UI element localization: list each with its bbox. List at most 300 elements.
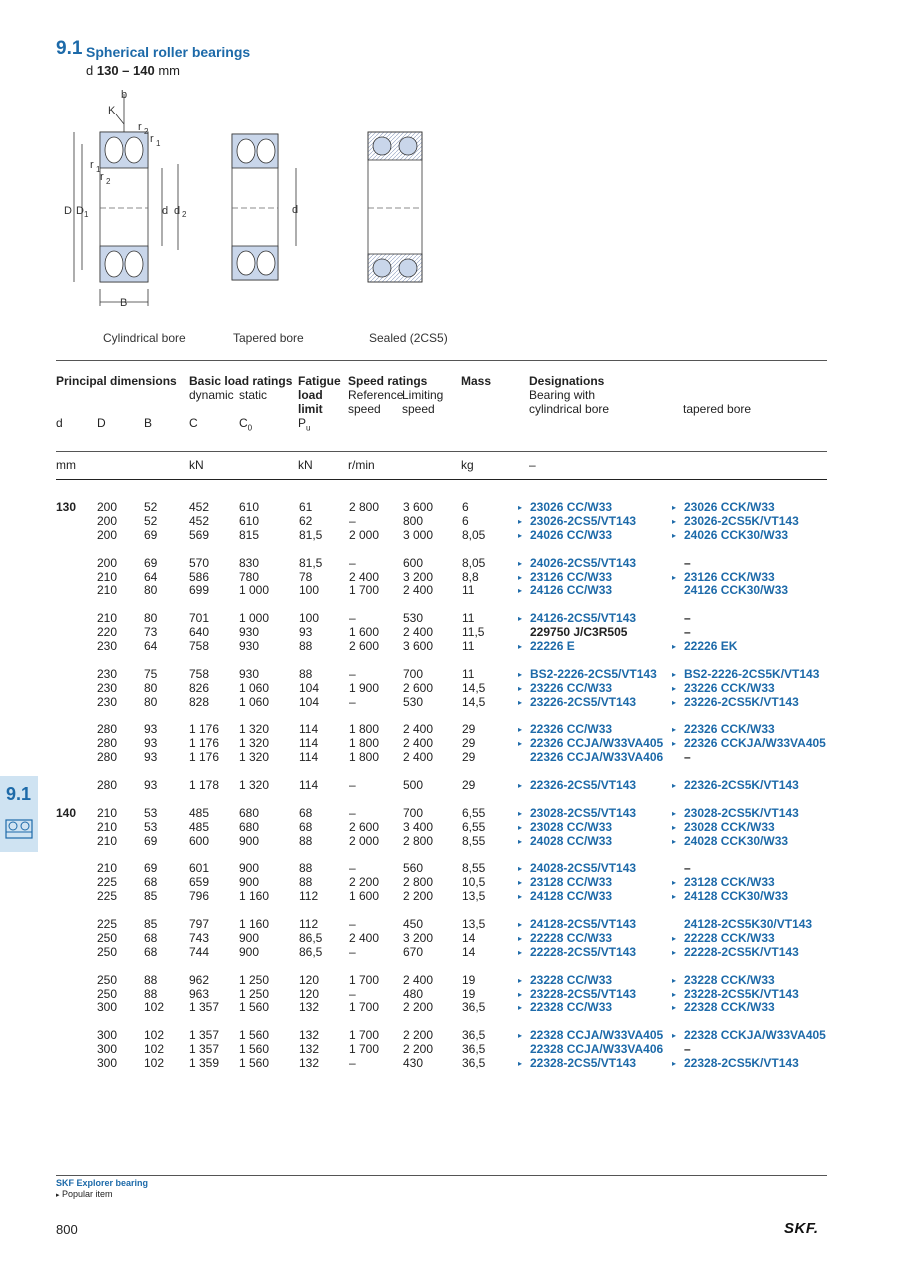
designation-cyl[interactable]: BS2-2226-2CS5/VT143 — [530, 666, 657, 681]
hdr-mass: Mass — [461, 374, 492, 388]
cell-d — [56, 918, 97, 932]
cell-mass: 36,5 — [462, 1028, 486, 1043]
cell-mass: 13,5 — [462, 889, 486, 904]
cell-D: 230 — [97, 666, 118, 681]
cell-designation-cyl — [518, 1043, 672, 1057]
designation-cyl[interactable]: 22326 CCJA/W33VA405 — [530, 736, 664, 751]
table-row — [56, 918, 832, 932]
table-row — [56, 668, 832, 682]
bearing-icon — [5, 818, 33, 840]
unit-mm: mm — [56, 458, 76, 472]
cell-ref: 2 400 — [349, 569, 380, 584]
row-gap — [56, 710, 832, 724]
hdr-principal: Principal dimensions — [56, 374, 177, 388]
designation-cyl[interactable]: 24028-2CS5/VT143 — [530, 861, 637, 876]
designation-tap[interactable]: 23128 CCK/W33 — [684, 875, 775, 890]
cell-Pu: 100 — [299, 583, 320, 598]
designation-tap[interactable]: 22226 EK — [684, 639, 738, 654]
cell-B: 52 — [144, 513, 158, 528]
cell-B: 93 — [144, 778, 158, 793]
table-row — [56, 751, 832, 765]
cell-mass: 8,55 — [462, 833, 486, 848]
cell-Pu: 112 — [299, 889, 319, 904]
cell-D: 210 — [97, 833, 118, 848]
designation-tap[interactable]: 24128 CCK30/W33 — [684, 889, 789, 904]
cell-B: 69 — [144, 833, 158, 848]
designation-tap[interactable]: 22326 CCKJA/W33VA405 — [684, 736, 826, 751]
cell-designation-tap — [672, 723, 832, 737]
unit-kN-pu: kN — [298, 458, 313, 472]
designation-tap: – — [684, 1042, 691, 1057]
designation-tap[interactable]: 24026 CCK30/W33 — [684, 527, 789, 542]
designation-cyl[interactable]: 23026 CC/W33 — [530, 500, 613, 514]
cell-lim: 2 800 — [403, 875, 434, 890]
cell-B: 80 — [144, 611, 158, 626]
cylindrical-bore-drawing — [74, 94, 181, 306]
cell-ref: 1 800 — [349, 750, 380, 765]
cell-designation-tap — [672, 696, 832, 710]
cell-designation-cyl — [518, 515, 672, 529]
designation-cyl[interactable]: 22326 CC/W33 — [530, 722, 613, 737]
cell-B: 64 — [144, 569, 158, 584]
cell-B: 75 — [144, 666, 158, 681]
cell-Pu: 100 — [299, 611, 320, 626]
cell-lim: 2 600 — [403, 680, 434, 695]
cell-Pu: 86,5 — [299, 944, 323, 959]
designation-tap[interactable]: 22326-2CS5K/VT143 — [684, 778, 799, 793]
divider-mid — [56, 451, 827, 452]
cell-designation-tap — [672, 584, 832, 598]
cell-mass: 11,5 — [462, 625, 485, 640]
designation-tap[interactable]: 23226-2CS5K/VT143 — [684, 694, 799, 709]
designation-cyl[interactable]: 24026-2CS5/VT143 — [530, 555, 637, 570]
cell-designation-cyl — [518, 571, 672, 585]
cell-d — [56, 835, 97, 849]
cell-designation-tap — [672, 988, 832, 1002]
popular-item-icon: ▸ — [518, 808, 523, 818]
designation-tap[interactable]: 22328 CCK/W33 — [684, 1000, 775, 1015]
sym-C: C — [189, 416, 198, 430]
table-row — [56, 737, 832, 751]
cell-lim: 2 400 — [403, 750, 434, 765]
designation-tap[interactable]: 23028-2CS5K/VT143 — [684, 805, 799, 820]
callout-D1-sub: 1 — [84, 210, 89, 219]
designation-cyl[interactable]: 22326 CCJA/W33VA406 — [530, 750, 664, 765]
popular-item-icon: ▸ — [518, 586, 523, 596]
cell-designation-tap — [672, 821, 832, 835]
cell-lim: 3 600 — [403, 639, 434, 654]
table-row — [56, 1001, 832, 1015]
popular-item-icon: ▸ — [518, 989, 523, 999]
table-row — [56, 696, 832, 710]
cell-D: 210 — [97, 805, 118, 820]
callout-r1: r — [150, 133, 154, 145]
cell-ref: 2 000 — [349, 527, 380, 542]
row-gap — [56, 793, 832, 807]
designation-tap[interactable]: BS2-2226-2CS5K/VT143 — [684, 666, 820, 681]
designation-cyl[interactable]: 23028-2CS5/VT143 — [530, 805, 637, 820]
cell-designation-tap — [672, 862, 832, 876]
cell-designation-tap — [672, 932, 832, 946]
cell-d — [56, 974, 97, 988]
table-row — [56, 501, 832, 515]
cell-C0: 1 560 — [239, 1056, 270, 1071]
popular-item-icon: ▸ — [672, 878, 677, 888]
table-row — [56, 723, 832, 737]
cell-C: 743 — [189, 930, 210, 945]
cell-d — [56, 515, 97, 529]
designation-cyl[interactable]: 22328-2CS5/VT143 — [530, 1056, 637, 1071]
popular-item-icon: ▸ — [518, 669, 523, 679]
popular-item-icon: ▸ — [518, 822, 523, 832]
popular-item-icon: ▸ — [672, 503, 677, 512]
cell-C0: 1 320 — [239, 736, 270, 751]
cell-Pu: 120 — [299, 986, 320, 1001]
cell-mass: 11 — [462, 611, 475, 626]
popular-item-icon: ▸ — [518, 781, 523, 791]
cell-ref: – — [349, 917, 356, 932]
designation-cyl[interactable]: 24126-2CS5/VT143 — [530, 611, 637, 626]
designation-tap[interactable]: 24126 CCK30/W33 — [684, 583, 789, 598]
cell-designation-cyl — [518, 974, 672, 988]
designation-cyl[interactable]: 23126 CC/W33 — [530, 569, 613, 584]
cell-D: 210 — [97, 819, 118, 834]
hdr-static: static — [239, 388, 268, 402]
bearing-table-body — [56, 501, 832, 1071]
table-row — [56, 946, 832, 960]
designation-cyl[interactable]: 22328 CCJA/W33VA405 — [530, 1028, 664, 1043]
cell-lim: 800 — [403, 513, 424, 528]
cell-Pu: 78 — [299, 569, 313, 584]
cell-C0: 900 — [239, 861, 260, 876]
cell-mass: 14 — [462, 944, 476, 959]
cell-B: 88 — [144, 986, 158, 1001]
designation-tap[interactable]: 22328 CCKJA/W33VA405 — [684, 1028, 826, 1043]
cell-B: 53 — [144, 805, 158, 820]
cell-C0: 1 000 — [239, 611, 270, 626]
designation-tap[interactable]: 23126 CCK/W33 — [684, 569, 775, 584]
cell-ref: 1 800 — [349, 722, 380, 737]
cell-mass: 36,5 — [462, 1056, 486, 1071]
table-row — [56, 529, 832, 543]
cell-C0: 1 320 — [239, 778, 270, 793]
hdr-limiting: Limiting speed — [402, 388, 444, 416]
cell-mass: 19 — [462, 986, 476, 1001]
cell-lim: 3 000 — [403, 527, 434, 542]
hdr-fatigue: Fatigue load limit — [298, 374, 341, 416]
cell-D: 210 — [97, 611, 118, 626]
cell-B: 68 — [144, 930, 158, 945]
popular-item-icon: ▸ — [518, 933, 523, 943]
cell-C: 1 357 — [189, 1042, 220, 1057]
cell-lim: 2 800 — [403, 833, 434, 848]
cell-lim: 530 — [403, 611, 424, 626]
cell-ref: 2 200 — [349, 875, 380, 890]
cell-designation-cyl — [518, 918, 672, 932]
cell-D: 210 — [97, 583, 118, 598]
table-row — [56, 640, 832, 654]
page-number: 800 — [56, 1222, 78, 1237]
popular-item-icon: ▸ — [518, 1003, 523, 1013]
cell-mass: 11 — [462, 639, 475, 654]
row-gap — [56, 904, 832, 918]
popular-item-icon: ▸ — [518, 530, 523, 540]
cell-designation-cyl — [518, 723, 672, 737]
callout-r1b: r — [90, 159, 94, 171]
table-row — [56, 974, 832, 988]
table-row — [56, 571, 832, 585]
designation-tap: – — [684, 611, 691, 626]
cell-d — [56, 640, 97, 654]
unit-dash: – — [529, 458, 536, 472]
popular-item-icon: ▸ — [672, 933, 677, 943]
cell-C: 758 — [189, 666, 210, 681]
popular-item-icon: ▸ — [518, 836, 523, 846]
cell-C: 1 176 — [189, 736, 220, 751]
popular-item-icon: ▸ — [518, 1059, 523, 1069]
cell-d — [56, 876, 97, 890]
cell-d — [56, 529, 97, 543]
cell-designation-tap — [672, 501, 832, 515]
cell-lim: 3 200 — [403, 930, 434, 945]
designation-tap[interactable]: 24028 CCK30/W33 — [684, 833, 789, 848]
designation-tap[interactable]: 22228-2CS5K/VT143 — [684, 944, 799, 959]
cell-d — [56, 626, 97, 640]
cell-B: 102 — [144, 1056, 165, 1071]
popular-item-icon: ▸ — [672, 836, 677, 846]
cell-B: 68 — [144, 875, 158, 890]
cell-ref: – — [349, 861, 356, 876]
cell-lim: 500 — [403, 778, 424, 793]
designation-cyl[interactable]: 23028 CC/W33 — [530, 819, 613, 834]
cell-Pu: 114 — [299, 736, 319, 751]
cell-B: 53 — [144, 819, 158, 834]
cell-d — [56, 1057, 97, 1071]
label-sealed: Sealed (2CS5) — [369, 331, 448, 345]
popular-item-icon: ▸ — [672, 947, 677, 957]
cell-C: 796 — [189, 889, 210, 904]
cell-Pu: 88 — [299, 875, 313, 890]
popular-item-icon: ▸ — [518, 864, 523, 874]
cell-designation-cyl — [518, 890, 672, 904]
cell-d — [56, 862, 97, 876]
designation-tap[interactable]: 23026 CCK/W33 — [684, 500, 775, 514]
designation-cyl[interactable]: 24026 CC/W33 — [530, 527, 613, 542]
hdr-basic-load: Basic load ratings — [189, 374, 293, 388]
cell-d — [56, 723, 97, 737]
cell-C0: 680 — [239, 805, 260, 820]
skf-logo: SKF. — [784, 1220, 819, 1237]
cell-B: 69 — [144, 861, 158, 876]
designation-tap[interactable]: 23026-2CS5K/VT143 — [684, 513, 799, 528]
cell-C: 485 — [189, 805, 210, 820]
designation-cyl[interactable]: 23226-2CS5/VT143 — [530, 694, 637, 709]
popular-item-icon: ▸ — [518, 503, 523, 512]
designation-tap[interactable]: 23228 CCK/W33 — [684, 972, 775, 987]
table-row — [56, 626, 832, 640]
designation-cyl[interactable]: 22326-2CS5/VT143 — [530, 778, 637, 793]
designation-cyl[interactable]: 24128-2CS5/VT143 — [530, 917, 637, 932]
cell-mass: 14,5 — [462, 680, 486, 695]
designation-cyl[interactable]: 22328 CCJA/W33VA406 — [530, 1042, 664, 1057]
cell-C: 963 — [189, 986, 210, 1001]
row-gap — [56, 765, 832, 779]
designation-tap[interactable]: 22328-2CS5K/VT143 — [684, 1056, 799, 1071]
cell-B: 102 — [144, 1042, 165, 1057]
designation-cyl[interactable]: 24028 CC/W33 — [530, 833, 613, 848]
cell-C: 601 — [189, 861, 210, 876]
popular-item-icon: ▸ — [518, 516, 523, 526]
cell-C0: 1 060 — [239, 694, 270, 709]
table-row — [56, 682, 832, 696]
cell-designation-cyl — [518, 946, 672, 960]
unit-kg: kg — [461, 458, 474, 472]
designation-cyl[interactable]: 23128 CC/W33 — [530, 875, 613, 890]
cell-lim: 700 — [403, 666, 424, 681]
popular-item-icon: ▸ — [672, 683, 677, 693]
cell-designation-cyl — [518, 988, 672, 1002]
cell-lim: 2 200 — [403, 1042, 434, 1057]
cell-Pu: 114 — [299, 722, 319, 737]
popular-item-icon: ▸ — [672, 572, 677, 582]
popular-item-icon: ▸ — [672, 975, 677, 985]
cell-D: 220 — [97, 625, 118, 640]
designation-tap[interactable]: 23228-2CS5K/VT143 — [684, 986, 799, 1001]
cell-Pu: 61 — [299, 500, 313, 514]
cell-lim: 670 — [403, 944, 424, 959]
cell-designation-tap — [672, 626, 832, 640]
designation-cyl[interactable]: 22226 E — [530, 639, 575, 654]
cell-designation-cyl — [518, 640, 672, 654]
designation-cyl[interactable]: 23228 CC/W33 — [530, 972, 613, 987]
hdr-tapered-bore: tapered bore — [683, 402, 752, 416]
table-row — [56, 988, 832, 1002]
cell-d — [56, 751, 97, 765]
cell-d — [56, 1029, 97, 1043]
cell-B: 85 — [144, 917, 158, 932]
cell-D: 210 — [97, 569, 118, 584]
cell-d — [56, 988, 97, 1002]
sealed-bearing-drawing — [368, 132, 422, 282]
cell-C0: 930 — [239, 666, 260, 681]
cell-designation-cyl — [518, 696, 672, 710]
cell-mass: 11 — [462, 583, 475, 598]
unit-kN: kN — [189, 458, 204, 472]
callout-K: K — [108, 105, 116, 117]
popular-item-icon: ▸ — [518, 683, 523, 693]
cell-C: 640 — [189, 625, 210, 640]
bearing-drawings — [56, 84, 456, 324]
cell-d — [56, 1043, 97, 1057]
divider-units — [56, 479, 827, 480]
cell-mass: 8,05 — [462, 527, 486, 542]
cell-C0: 610 — [239, 513, 260, 528]
cell-designation-tap — [672, 515, 832, 529]
cell-ref: 1 800 — [349, 736, 380, 751]
cell-d — [56, 696, 97, 710]
cell-B: 102 — [144, 1000, 165, 1015]
cell-Pu: 132 — [299, 1000, 320, 1015]
popular-item-icon: ▸ — [672, 892, 677, 902]
cell-Pu: 132 — [299, 1042, 320, 1057]
cell-B: 73 — [144, 625, 158, 640]
cell-D: 230 — [97, 694, 118, 709]
cell-mass: 13,5 — [462, 917, 486, 932]
cell-lim: 2 400 — [403, 625, 434, 640]
designation-cyl[interactable]: 24126 CC/W33 — [530, 583, 613, 598]
cell-C: 452 — [189, 513, 210, 528]
designation-cyl[interactable]: 229750 J/C3R505 — [530, 625, 628, 640]
cell-d — [56, 946, 97, 960]
popular-item-icon: ▸ — [518, 558, 523, 568]
designation-cyl[interactable]: 23226 CC/W33 — [530, 680, 613, 695]
cell-C0: 1 560 — [239, 1000, 270, 1015]
footer-divider — [56, 1175, 827, 1176]
cell-designation-tap — [672, 640, 832, 654]
cell-lim: 2 200 — [403, 1000, 434, 1015]
cell-B: 69 — [144, 555, 158, 570]
cell-d — [56, 779, 97, 793]
cell-d — [56, 584, 97, 598]
designation-tap[interactable]: 24128-2CS5K30/VT143 — [684, 917, 813, 932]
cell-mass: 36,5 — [462, 1000, 486, 1015]
cell-designation-cyl — [518, 1029, 672, 1043]
cell-ref: 1 700 — [349, 1028, 380, 1043]
cell-designation-tap — [672, 529, 832, 543]
cell-C0: 780 — [239, 569, 260, 584]
designation-cyl[interactable]: 22228 CC/W33 — [530, 930, 613, 945]
cell-C0: 900 — [239, 944, 260, 959]
cell-d — [56, 1001, 97, 1015]
cell-C0: 1 560 — [239, 1028, 270, 1043]
table-row — [56, 557, 832, 571]
cell-Pu: 88 — [299, 639, 313, 654]
popular-item-icon: ▸ — [672, 697, 677, 707]
popular-item-icon: ▸ — [518, 697, 523, 707]
popular-item-icon: ▸ — [672, 1003, 677, 1013]
section-side-tab[interactable] — [0, 776, 38, 852]
popular-item-icon: ▸ — [518, 920, 523, 930]
designation-cyl[interactable]: 23228-2CS5/VT143 — [530, 986, 637, 1001]
cell-D: 225 — [97, 875, 118, 890]
cell-Pu: 132 — [299, 1028, 320, 1043]
cell-C0: 1 160 — [239, 917, 270, 932]
cell-ref: – — [349, 694, 356, 709]
designation-tap[interactable]: 22326 CCK/W33 — [684, 722, 775, 737]
designation-cyl[interactable]: 22228-2CS5/VT143 — [530, 944, 637, 959]
cell-C0: 1 250 — [239, 986, 270, 1001]
cell-lim: 2 400 — [403, 583, 434, 598]
designation-cyl[interactable]: 22328 CC/W33 — [530, 1000, 613, 1015]
cell-designation-tap — [672, 1057, 832, 1071]
cell-ref: 2 000 — [349, 833, 380, 848]
cell-B: 52 — [144, 500, 158, 514]
table-row — [56, 1043, 832, 1057]
cell-mass: 14,5 — [462, 694, 486, 709]
designation-tap[interactable]: 23028 CCK/W33 — [684, 819, 775, 834]
callout-d-tapered: d — [292, 204, 299, 216]
cell-D: 280 — [97, 778, 118, 793]
designation-cyl[interactable]: 23026-2CS5/VT143 — [530, 513, 637, 528]
cell-C: 586 — [189, 569, 210, 584]
cell-d: 140 — [56, 805, 77, 820]
designation-tap[interactable]: 22228 CCK/W33 — [684, 930, 775, 945]
bearing-table — [56, 501, 832, 1071]
designation-cyl[interactable]: 24128 CC/W33 — [530, 889, 613, 904]
designation-tap[interactable]: 23226 CCK/W33 — [684, 680, 775, 695]
cell-C: 758 — [189, 639, 210, 654]
popular-item-icon: ▸ — [672, 725, 677, 735]
